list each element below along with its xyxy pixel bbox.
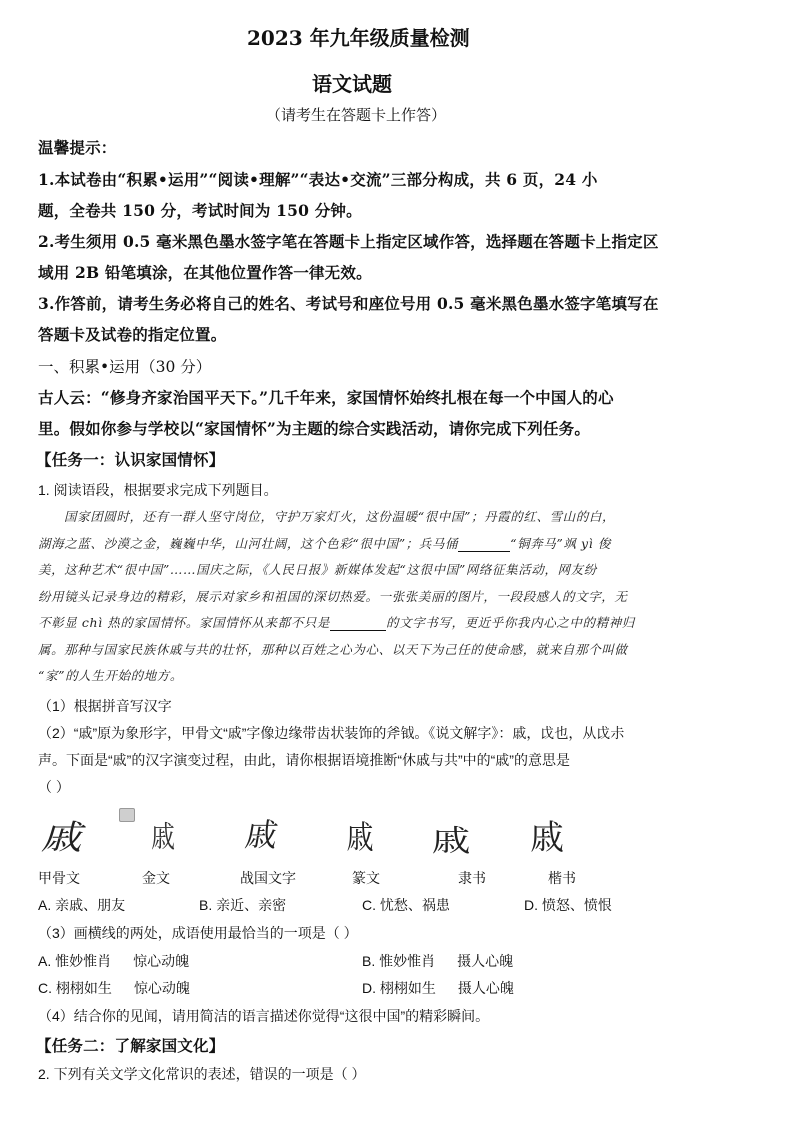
passage-line-1: 国家团圆时，还有一群人坚守岗位，守护万家灯火，这份温暖“很中国”；丹霞的红、雪山的白， bbox=[64, 509, 616, 524]
passage-line-7: “家”的人生开始的地方。 bbox=[38, 668, 183, 683]
blank-2 bbox=[330, 615, 386, 631]
label-warring-states: 战国文字 bbox=[240, 870, 296, 886]
label-bronze: 金文 bbox=[142, 870, 170, 886]
label-oracle-bone: 甲骨文 bbox=[38, 870, 80, 886]
section-1-heading: 一、积累•运用（30 分） bbox=[38, 358, 212, 376]
answer-note: （请考生在答题卡上作答） bbox=[266, 106, 447, 124]
blank-1 bbox=[458, 536, 510, 552]
passage-line-2-end: “铜奔马”飒 yì 俊 bbox=[510, 536, 611, 551]
exam-title: 2023 年九年级质量检测 bbox=[247, 26, 470, 50]
question-2-stem: 2. 下列有关文学文化常识的表述，错误的一项是（ ） bbox=[38, 1066, 366, 1082]
option-3-b bbox=[362, 951, 513, 971]
tips-line-2: 题，全卷共 150 分，考试时间为 150 分钟。 bbox=[38, 201, 362, 220]
sub-question-3: （3）画横线的两处，成语使用最恰当的一项是（ ） bbox=[38, 925, 358, 941]
option-3-c-idiom-1: C. 栩栩如生 bbox=[38, 980, 112, 996]
option-3-a-idiom-1: A. 惟妙惟肖 bbox=[38, 953, 112, 969]
glyph-bronze: 戚 bbox=[151, 820, 175, 855]
question-1-stem: 1. 阅读语段，根据要求完成下列题目。 bbox=[38, 482, 278, 498]
passage-line-2 bbox=[38, 534, 611, 552]
task-2-heading: 【任务二：了解家国文化】 bbox=[36, 1036, 225, 1055]
option-3-c-idiom-2: 惊心动魄 bbox=[133, 980, 190, 996]
passage-line-4: 纷用镜头记录身边的精彩，展示对家乡和祖国的深切热爱。一张张美丽的图片，一段段感人的文字，无 bbox=[38, 589, 628, 604]
option-3-a-idiom-2: 惊心动魄 bbox=[133, 953, 190, 969]
glyph-oracle-bone: 戚 bbox=[40, 818, 82, 858]
passage-line-5-start: 不彰显 chì 热的家国情怀。家国情怀从来都不只是 bbox=[38, 615, 330, 630]
option-3-a bbox=[38, 951, 189, 971]
glyph-warring-states: 戚 bbox=[242, 816, 282, 854]
task-1-heading: 【任务一：认识家国情怀】 bbox=[36, 450, 225, 469]
glyph-seal-script: 戚 bbox=[346, 818, 374, 856]
section-1-intro-2: 里。假如你参与学校以“家国情怀”为主题的综合实践活动，请你完成下列任务。 bbox=[38, 419, 591, 438]
option-3-b-idiom-1: B. 惟妙惟肖 bbox=[362, 953, 436, 969]
passage-line-5 bbox=[38, 613, 635, 631]
exam-subject: 语文试题 bbox=[312, 72, 392, 96]
option-3-d-idiom-1: D. 栩栩如生 bbox=[362, 980, 436, 996]
glyph-clerical: 戚 bbox=[431, 824, 471, 859]
sub-question-4: （4）结合你的见闻，请用简洁的语言描述你觉得“这很中国”的精彩瞬间。 bbox=[38, 1008, 490, 1024]
sub-question-2-line-3: （ ） bbox=[38, 779, 70, 795]
tips-line-3: 2.考生须用 0.5 毫米黑色墨水签字笔在答题卡上指定区域作答，选择题在答题卡上指定区 bbox=[38, 232, 659, 251]
option-2-d: D. 愤怒、愤恨 bbox=[524, 897, 612, 913]
option-3-d bbox=[362, 978, 514, 998]
option-3-d-idiom-2: 摄人心魄 bbox=[457, 980, 514, 996]
label-regular: 楷书 bbox=[548, 870, 576, 886]
tips-heading: 温馨提示： bbox=[38, 138, 117, 157]
passage-line-6: 属。那种与国家民族休戚与共的壮怀，那种以百姓之心为心、以天下为己任的使命感，就来自那个叫做 bbox=[38, 642, 628, 657]
tips-line-4: 域用 2B 铅笔填涂，在其他位置作答一律无效。 bbox=[38, 263, 372, 282]
sub-question-2-line-1: （2）“戚”原为象形字，甲骨文“戚”字像边缘带齿状装饰的斧钺。《说文解字》：戚，戉也，从戉尗 bbox=[38, 725, 625, 741]
tips-line-5: 3.作答前，请考生务必将自己的姓名、考试号和座位号用 0.5 毫米黑色墨水签字笔填写在 bbox=[38, 294, 659, 313]
option-2-b: B. 亲近、亲密 bbox=[199, 897, 287, 913]
glyph-regular: 戚 bbox=[530, 818, 564, 858]
label-clerical: 隶书 bbox=[458, 870, 486, 886]
passage-line-5-end: 的文字书写，更近乎你我内心之中的精神归 bbox=[386, 615, 635, 630]
option-2-c: C. 忧愁、祸患 bbox=[362, 897, 450, 913]
passage-line-3: 美，这种艺术“很中国”……国庆之际，《人民日报》新媒体发起“这很中国”网络征集活动，网友纷 bbox=[38, 562, 597, 577]
section-1-intro-1: 古人云：“修身齐家治国平天下。”几千年来，家国情怀始终扎根在每一个中国人的心 bbox=[38, 388, 614, 407]
passage-line-2-start: 湖海之蓝、沙漠之金，巍巍中华，山河壮阔，这个色彩“很中国”；兵马俑 bbox=[38, 536, 459, 551]
label-seal-script: 篆文 bbox=[352, 870, 380, 886]
option-3-c bbox=[38, 978, 190, 998]
tips-line-1: 1.本试卷由“积累•运用”“阅读•理解”“表达•交流”三部分构成，共 6 页，24 小 bbox=[38, 170, 598, 189]
option-3-b-idiom-2: 摄人心魄 bbox=[457, 953, 514, 969]
seal-stamp-icon bbox=[119, 808, 135, 822]
sub-question-1: （1）根据拼音写汉字 bbox=[38, 698, 172, 714]
tips-line-6: 答题卡及试卷的指定位置。 bbox=[38, 325, 227, 344]
option-2-a: A. 亲戚、朋友 bbox=[38, 897, 126, 913]
sub-question-2-line-2: 声。下面是“戚”的汉字演变过程，由此，请你根据语境推断“休戚与共”中的“戚”的意思是 bbox=[38, 752, 570, 768]
